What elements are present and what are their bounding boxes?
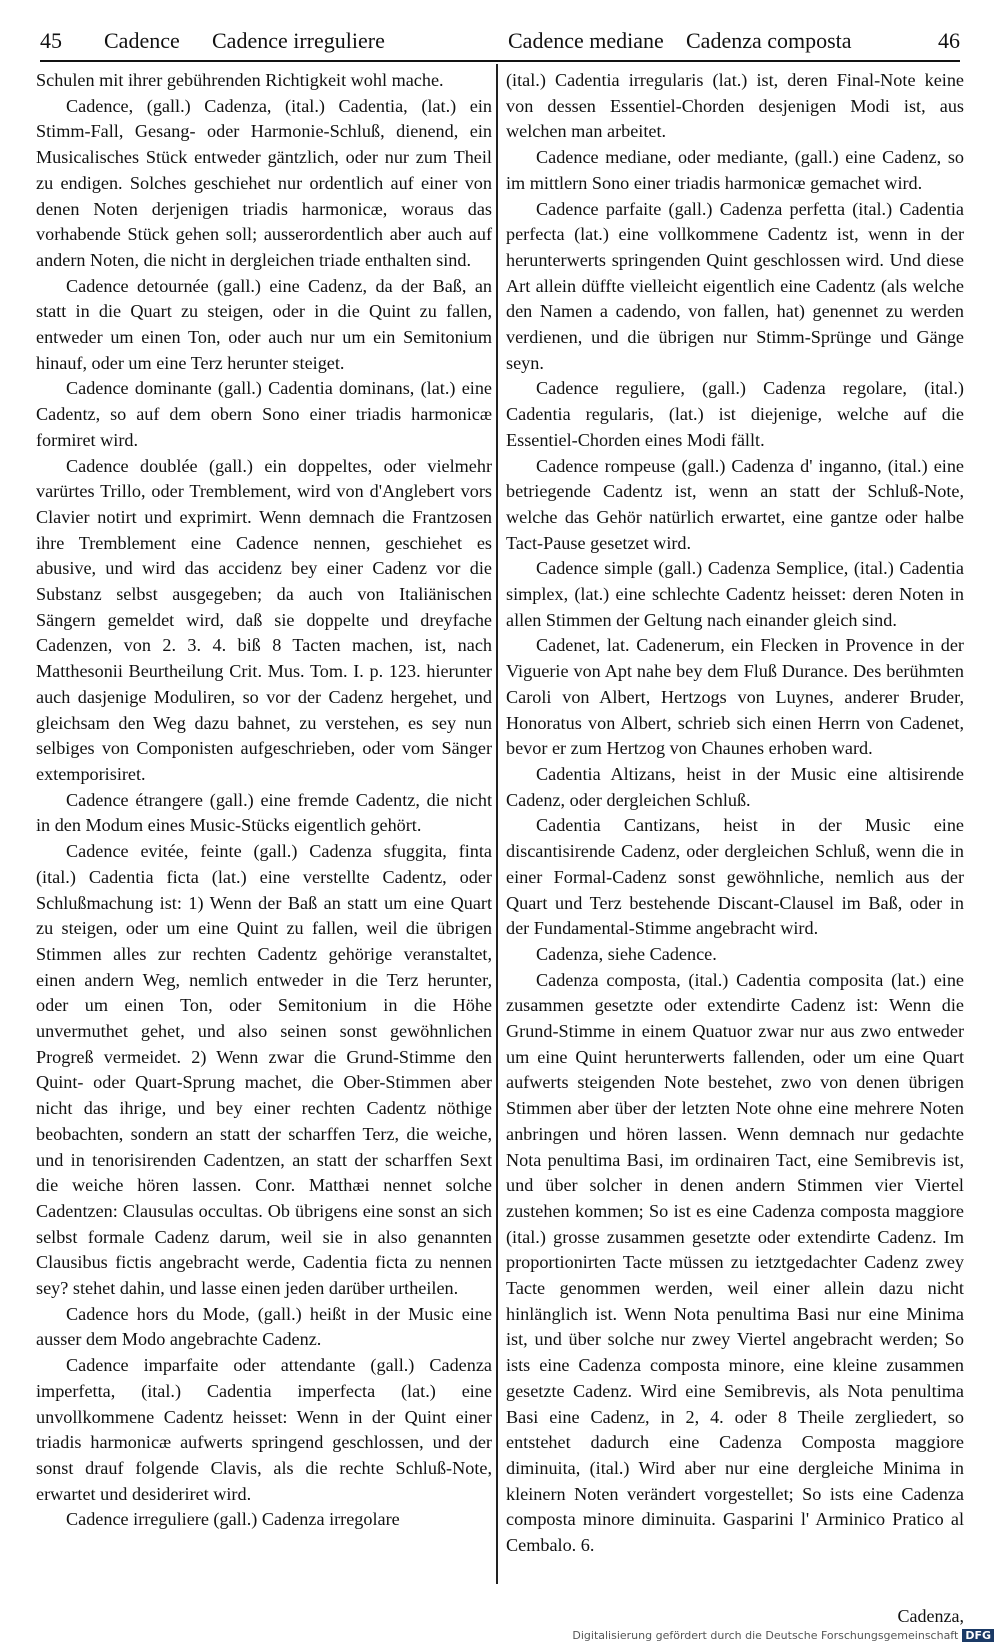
page-number-right: 46	[938, 28, 960, 53]
column-divider	[496, 64, 498, 1584]
credit-text: Digitalisierung gefördert durch die Deutsche Forschungsgemeinschaft	[572, 1629, 959, 1642]
dictionary-entry: Cadence doublée (gall.) ein doppeltes, oder vielmehr varürtes Trillo, oder Tremblement, wird von d'Anglebert vors Clavier notirt und exprimirt. Wenn demnach die Frantzosen ihre Tremblement eine Cadence nennen, geschiehet es abusive, und wird das accidenz bey einer Cadenz vor die Substanz selbst ausgegeben; da auch von Italiänischen Sängern gemeldet wird, daß sie doppelte und dreyfache Cadenzen, von 2. 3. 4. biß 8 Tacten machen, ist, nach Matthesonii Beurtheilung Crit. Mus. Tom. I. p. 123. hierunter auch dasjenige Moduliren, so vor der Cadenz hergehet, und gleichsam den Weg dazu bahnet, zu verstehen, es sey nun selbiges von Componisten aufgeschrieben, oder vom Sänger extemporisiret.	[36, 455, 492, 784]
right-column	[506, 68, 964, 1559]
header-rule	[40, 60, 960, 62]
dictionary-entry: Cadence evitée, feinte (gall.) Cadenza sfuggita, finta (ital.) Cadentia ficta (lat.) eine verstellte Cadentz, oder Schlußmachung ist: 1) Wenn der Baß an statt um eine Quart zu steigen, oder um eine Quint zu fallen, weil die übrigen Stimmen alles zur rechten Cadentz gehörige veranstaltet, einen andern Weg, nemlich entweder in die Terz herunter, oder um einen Ton, oder Semitonium in die Höhe unvermuthet gehet, und also seinen sonst gewöhnlichen Progreß vermeidet. 2) Wenn zwar die Grund-Stimme den Quint- oder Quart-Sprung machet, die Ober-Stimmen aber nicht das ihrige, und bey einer rechten Cadentz nöthige beobachten, sondern an statt der scharffen Terz, die weiche, und in tenorisirenden Cadentzen, an statt der scharffen Sext die weiche hören lassen. Conr. Matthæi nennet solche Cadentzen: Clausulas occultas. Ob übrigens eine sonst an sich selbst formale Cadenz darum, weil sie in also genannten Clausibus fictis angebracht werde, Cadentia ficta zu nennen sey? stehet dahin, und lasse einen jeden darüber urtheilen.	[36, 841, 492, 1299]
dictionary-entry: Cadence irreguliere (gall.) Cadenza irregolare	[66, 1509, 400, 1530]
left-column	[36, 68, 492, 1533]
page-number-left: 45	[40, 28, 62, 53]
catchword: Cadenza,	[897, 1606, 964, 1626]
dictionary-entry: Cadence detournée (gall.) eine Cadenz, da der Baß, an statt in die Quart zu steigen, oder in die Quint zu fallen, entweder um einen Ton, oder auch nur um ein Semitonium hinauf, oder um eine Terz herunter steiget.	[36, 275, 492, 373]
dictionary-entry: Cadenza, siehe Cadence.	[536, 943, 717, 964]
dictionary-entry: Cadence parfaite (gall.) Cadenza perfetta (ital.) Cadentia perfecta (lat.) eine vollkommene Cadentz ist, wenn in der herunterwerts springenden Quint geschlossen wird. Und diese Art allein düffte vielleicht eigentlich eine Cadentz (als welche den Namen a cadendo, von fallen, hat) genennet zu werden verdienen, und die übrigen nur Stimm-Sprünge und Gänge seyn.	[506, 198, 964, 373]
dictionary-entry: Cadence étrangere (gall.) eine fremde Cadentz, die nicht in den Modum eines Music-Stücks eigentlich gehört.	[36, 789, 492, 836]
dictionary-entry: Cadence, (gall.) Cadenza, (ital.) Cadentia, (lat.) ein Stimm-Fall, Gesang- oder Harmonie-Schluß, dienend, ein Musicalisches Stück entweder gäntzlich, oder nur zum Theil zu endigen. Solches geschiehet nur ordentlich auf einer von denen Noten derjenigen triadis harmonicæ, woraus das vorhabende Stück gehen soll; ausserordentlich aber auch auf andern Noten, die nicht in dergleichen triade enthalten sind.	[36, 95, 492, 270]
header-keyword-left: Cadence	[104, 28, 180, 53]
header-keyword-left-2: Cadence irreguliere	[212, 28, 385, 53]
dictionary-entry: Cadence dominante (gall.) Cadentia dominans, (lat.) eine Cadentz, so auf dem obern Sono einer triadis harmonicæ formiret wird.	[36, 378, 492, 450]
dictionary-entry: Cadence reguliere, (gall.) Cadenza regolare, (ital.) Cadentia regularis, (lat.) ist diejenige, welche auf die Essentiel-Chorden eines Modi fällt.	[506, 378, 964, 450]
dictionary-entry: Schulen mit ihrer gebührenden Richtigkeit wohl mache.	[36, 70, 444, 90]
header-keyword-right-2: Cadenza composta	[686, 28, 852, 53]
dictionary-entry: Cadence rompeuse (gall.) Cadenza d' inganno, (ital.) eine betriegende Cadentz ist, wenn an statt der Schluß-Note, welche das Gehör natürlich erwartet, eine gantze oder halbe Tact-Pause gesetzet wird.	[506, 455, 964, 553]
dictionary-entry: Cadence hors du Mode, (gall.) heißt in der Music eine ausser dem Modo angebrachte Cadenz.	[36, 1303, 492, 1350]
dictionary-entry: Cadentia Cantizans, heist in der Music eine discantisirende Cadenz, oder dergleichen Schluß, wenn die in einer Formal-Cadenz sonst gewöhnliche, nemlich aus der Quart und Terz bestehende Discant-Clausel im Baß, oder in der Fundamental-Stimme angebracht wird.	[506, 815, 964, 939]
header-keyword-right-1: Cadence mediane	[508, 28, 664, 53]
dictionary-entry: Cadence imparfaite oder attendante (gall.) Cadenza imperfetta, (ital.) Cadentia imperfecta (lat.) eine unvollkommene Cadentz heisset: Wenn in der Quint einer triadis harmonicæ aufwerts springend geschlossen, und der sonst drauf folgende Clavis, als die rechte Schluß-Note, erwartet und desideriret wird.	[36, 1355, 492, 1504]
dictionary-entry: (ital.) Cadentia irregularis (lat.) ist, deren Final-Note keine von dessen Essentiel-Chorden desjenigen Modi ist, aus welchen man arbeitet.	[506, 70, 964, 142]
dictionary-entry: Cadence simple (gall.) Cadenza Semplice, (ital.) Cadentia simplex, (lat.) eine schlechte Cadentz heisset: deren Noten in allen Stimmen der Geltung nach einander gleich sind.	[506, 558, 964, 630]
dictionary-entry: Cadence mediane, oder mediante, (gall.) eine Cadenz, so im mittlern Sono einer triadis harmonicæ gemachet wird.	[506, 147, 964, 193]
running-header	[40, 28, 960, 62]
dfg-logo: DFG	[962, 1629, 994, 1642]
dictionary-entry: Cadenza composta, (ital.) Cadentia composita (lat.) eine zusammen gesetzte oder extendirte Cadenz ist: Wenn die Grund-Stimme in einem Quatuor zwar nur aus zwo entweder um eine Quint herunterwerts fallenden, oder um eine Quart aufwerts steigenden Note bestehet, zwo von denen übrigen Stimmen aber über der letzten Note ohne eine mehrere Noten anbringen und hören lassen. Wenn demnach nur gedachte Nota penultima Basi, im ordinairen Tact, eine Semibrevis ist, und über solcher in denen andern Stimmen vier Viertel zustehen kommen; So ist es eine Cadenza composta maggiore (ital.) grosse zusammen gesetzte oder extendirte Cadenz. Im proportionirten Tacte müssen zu ietztgedachter Cadenz zwey Tacte genommen werden, weil einer allein dazu nicht hinlänglich ist. Wenn Nota penultima Basi nur eine Minima ist, und über solche nur zwey Viertel angebracht werden; So ists eine Cadenza composta minore, eine kleine zusammen gesetzte Cadenz. Wird eine Semibrevis, als Nota penultima Basi eine Cadenz, in 2, 4. oder 8 Theile zergliedert, so entstehet dadurch eine Cadenza Composta maggiore diminuita, (ital.) Wird aber nur eine dergleiche Minima in kleinern Noten verändert vorgestellet; So ists eine Cadenza composta minore diminuita. Gasparini l' Arminico Pratico al Cembalo. 6.	[506, 969, 964, 1556]
dictionary-entry: Cadentia Altizans, heist in der Music eine altisirende Cadenz, oder dergleichen Schluß.	[506, 763, 964, 810]
digitization-credit	[572, 1629, 994, 1642]
dictionary-entry: Cadenet, lat. Cadenerum, ein Flecken in Provence in der Viguerie von Apt nahe bey dem Fluß Durance. Des berühmten Caroli von Albert, Hertzogs von Luynes, anderer Bruder, Honoratus von Albert, schrieb sich einen Herrn von Cadenet, bevor er zum Hertzog von Chaunes erhoben ward.	[506, 635, 964, 759]
